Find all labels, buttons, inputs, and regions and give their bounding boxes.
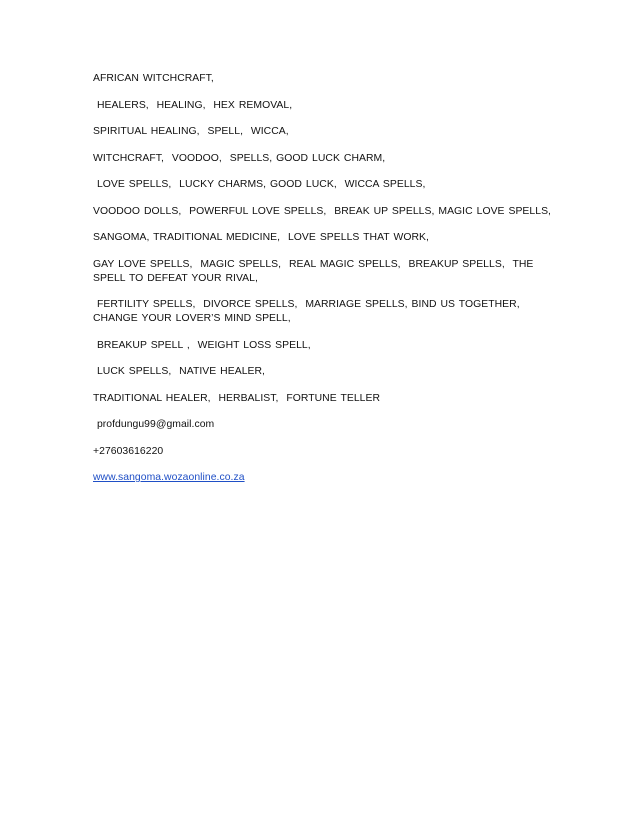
paragraph-witchcraft-voodoo: WITCHCRAFT, VOODOO, SPELLS, GOOD LUCK CHARM, [93,152,386,164]
paragraph-voodoo-dolls: VOODOO DOLLS, POWERFUL LOVE SPELLS, BREAK UP SPELLS, MAGIC LOVE SPELLS, [93,205,551,217]
paragraph-sangoma: SANGOMA, TRADITIONAL MEDICINE, LOVE SPELLS THAT WORK, [93,232,429,243]
paragraph-fertility-spells: FERTILITY SPELLS, DIVORCE SPELLS, MARRIAGE SPELLS, BIND US TOGETHER, CHANGE YOUR LOVER’S MIND SPELL, [93,299,528,324]
contact-phone: +27603616220 [93,445,164,457]
website-paragraph [93,471,553,485]
paragraph-healers: HEALERS, HEALING, HEX REMOVAL, [93,99,293,111]
website-link[interactable]: www.sangoma.wozaonline.co.za [93,472,245,483]
paragraph-gay-love-spells: GAY LOVE SPELLS, MAGIC SPELLS, REAL MAGIC SPELLS, BREAKUP SPELLS, THE SPELL TO DEFEAT YOUR RIVAL, [93,258,538,284]
paragraph-african-witchcraft: AFRICAN WITCHCRAFT, [93,73,214,84]
paragraph-spiritual-healing: SPIRITUAL HEALING, SPELL, WICCA, [93,126,289,137]
document-body [93,72,553,498]
paragraph-luck-spells: LUCK SPELLS, NATIVE HEALER, [93,366,265,377]
paragraph-traditional-healer: TRADITIONAL HEALER, HERBALIST, FORTUNE TELLER [93,392,381,404]
paragraph-breakup-spell: BREAKUP SPELL , WEIGHT LOSS SPELL, [93,339,311,351]
contact-email: profdungu99@gmail.com [93,419,215,430]
paragraph-love-spells: LOVE SPELLS, LUCKY CHARMS, GOOD LUCK, WICCA SPELLS, [93,179,426,190]
